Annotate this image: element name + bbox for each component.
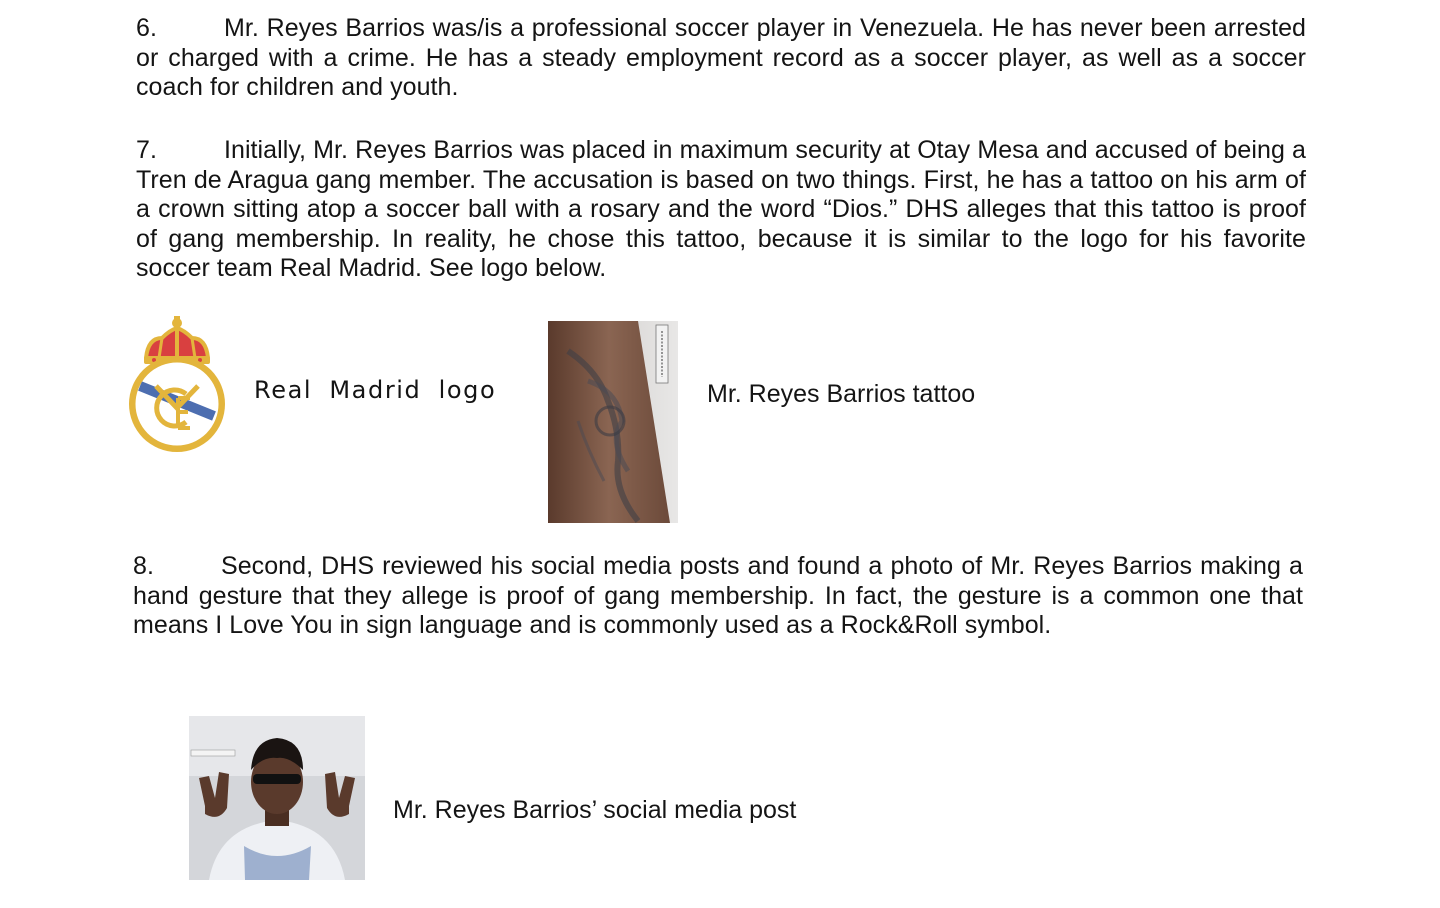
post-caption: Mr. Reyes Barrios’ social media post — [393, 796, 797, 824]
social-media-photo — [189, 716, 365, 880]
paragraph-text: Initially, Mr. Reyes Barrios was placed in maximum security at Otay Mesa and accused of being a Tren de Aragua gang member. The accusation is based on two things. First, he has a tattoo on his arm of a crown sitting atop a soccer ball with a rosary and the word “Dios.” DHS alleges that this tattoo is proof of gang membership. In reality, he chose this tattoo, because it is similar to the logo for his favorite soccer team Real Madrid. See logo below. — [136, 136, 1306, 282]
paragraph-number: 6. — [136, 14, 157, 42]
tattoo-photo — [548, 321, 678, 523]
paragraph-number: 8. — [133, 552, 154, 580]
paragraph-text: Second, DHS reviewed his social media posts and found a photo of Mr. Reyes Barrios making a hand gesture that they allege is proof of gang membership. In fact, the gesture is a common one that means I Love You in sign language and is commonly used as a Rock&Roll symbol. — [133, 552, 1303, 639]
paragraph-6 — [136, 14, 1306, 103]
paragraph-8 — [133, 552, 1303, 641]
logo-caption: Real Madrid logo — [254, 376, 497, 404]
real-madrid-logo — [126, 316, 228, 458]
paragraph-number: 7. — [136, 136, 157, 164]
paragraph-7 — [136, 136, 1306, 284]
paragraph-text: Mr. Reyes Barrios was/is a professional soccer player in Venezuela. He has never been arrested or charged with a crime. He has a steady employment record as a soccer player, as well as a soccer coach for children and youth. — [136, 14, 1306, 101]
tattoo-caption: Mr. Reyes Barrios tattoo — [707, 380, 976, 408]
